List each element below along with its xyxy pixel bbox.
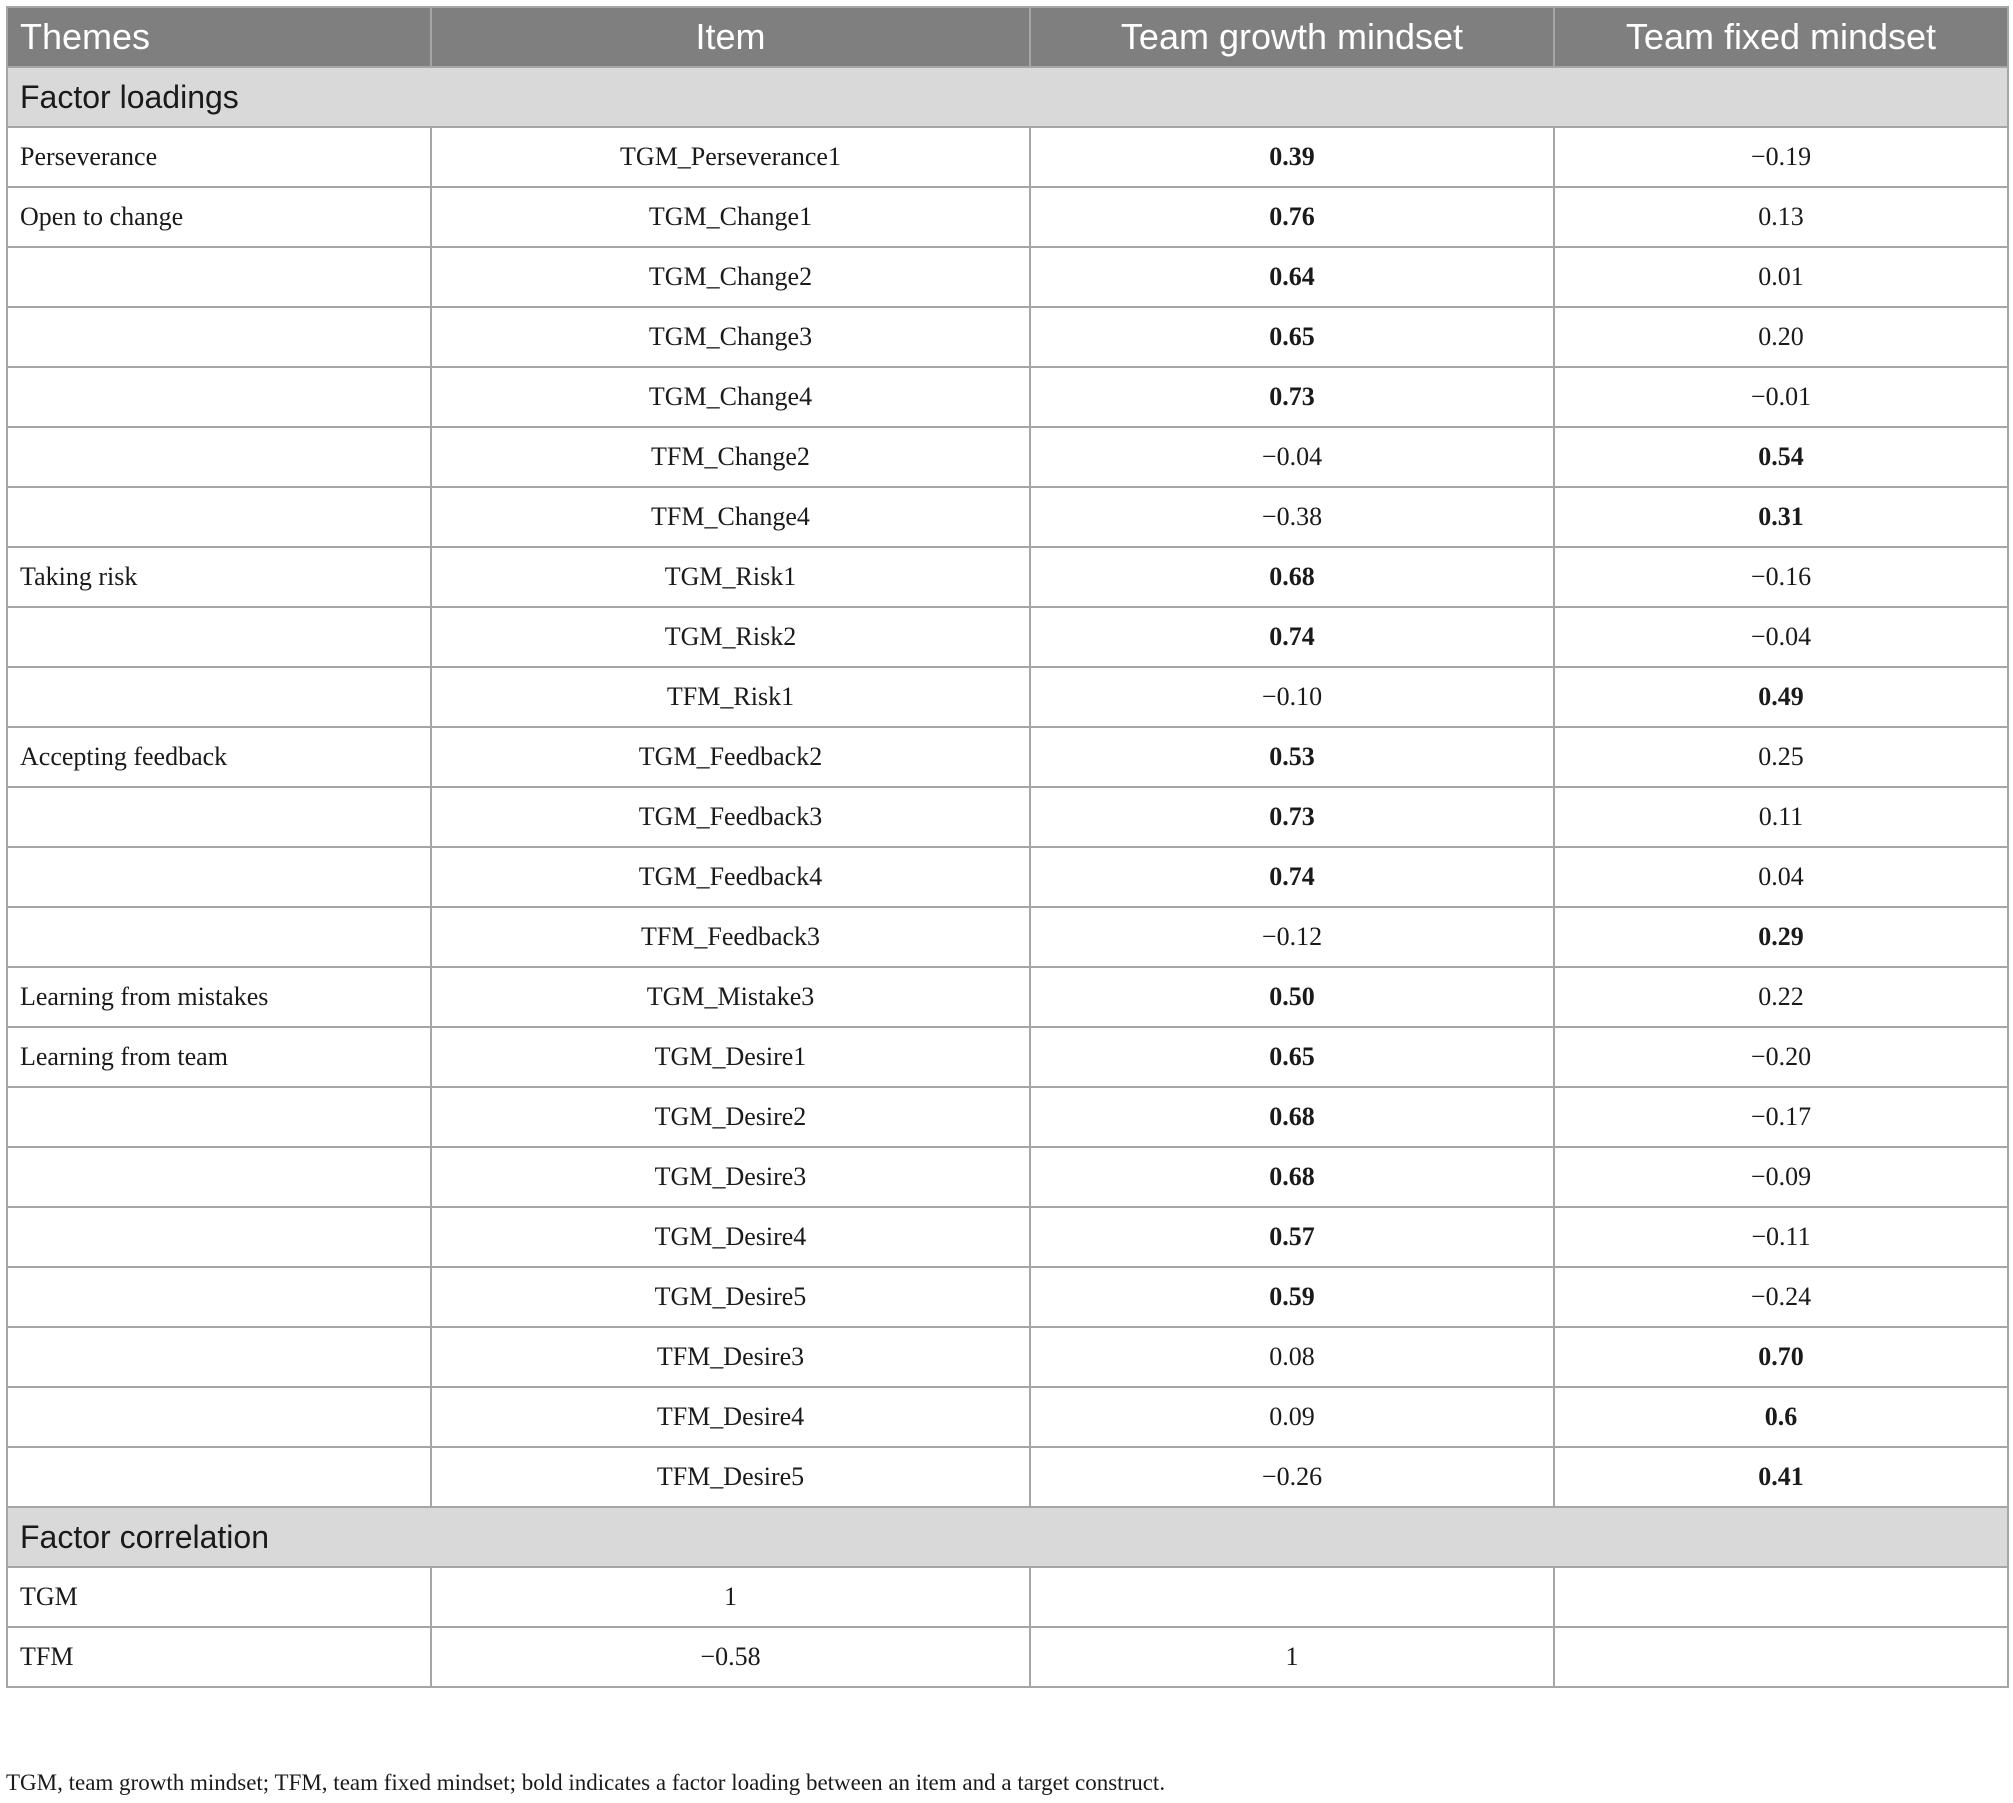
theme-cell: [7, 1147, 431, 1207]
table-row: [7, 1267, 2008, 1327]
fixed-loading-cell: −0.16: [1554, 547, 2008, 607]
theme-cell: [7, 607, 431, 667]
item-cell: TGM_Mistake3: [431, 967, 1030, 1027]
fixed-loading-cell: −0.01: [1554, 367, 2008, 427]
fixed-loading-cell: 0.25: [1554, 727, 2008, 787]
growth-loading-cell: 0.68: [1030, 547, 1554, 607]
fixed-loading-cell: −0.09: [1554, 1147, 2008, 1207]
section-row-factor-correlation: [7, 1507, 2008, 1567]
correlation-label-cell: TGM: [7, 1567, 431, 1627]
theme-cell: [7, 367, 431, 427]
table-row: [7, 487, 2008, 547]
theme-cell: [7, 1087, 431, 1147]
growth-loading-cell: −0.10: [1030, 667, 1554, 727]
growth-loading-cell: 0.08: [1030, 1327, 1554, 1387]
growth-loading-cell: 0.65: [1030, 307, 1554, 367]
table-row: [7, 667, 2008, 727]
correlation-row: [7, 1567, 2008, 1627]
item-cell: TGM_Feedback3: [431, 787, 1030, 847]
table-row: [7, 1027, 2008, 1087]
item-cell: TFM_Desire4: [431, 1387, 1030, 1447]
fixed-loading-cell: −0.24: [1554, 1267, 2008, 1327]
theme-cell: [7, 307, 431, 367]
table-row: [7, 967, 2008, 1027]
table-row: [7, 727, 2008, 787]
correlation-value-cell: [1030, 1567, 1554, 1627]
theme-cell: Learning from mistakes: [7, 967, 431, 1027]
item-cell: TFM_Desire3: [431, 1327, 1030, 1387]
growth-loading-cell: 0.65: [1030, 1027, 1554, 1087]
growth-loading-cell: 0.68: [1030, 1147, 1554, 1207]
item-cell: TGM_Risk1: [431, 547, 1030, 607]
table-row: [7, 1447, 2008, 1507]
theme-cell: [7, 907, 431, 967]
theme-cell: [7, 487, 431, 547]
growth-loading-cell: 0.53: [1030, 727, 1554, 787]
growth-loading-cell: 0.76: [1030, 187, 1554, 247]
growth-loading-cell: 0.59: [1030, 1267, 1554, 1327]
table-row: [7, 787, 2008, 847]
fixed-loading-cell: 0.6: [1554, 1387, 2008, 1447]
fixed-loading-cell: 0.11: [1554, 787, 2008, 847]
growth-loading-cell: 0.09: [1030, 1387, 1554, 1447]
fixed-loading-cell: 0.70: [1554, 1327, 2008, 1387]
growth-loading-cell: 0.57: [1030, 1207, 1554, 1267]
correlation-label-cell: TFM: [7, 1627, 431, 1687]
fixed-loading-cell: 0.22: [1554, 967, 2008, 1027]
item-cell: TGM_Feedback2: [431, 727, 1030, 787]
theme-cell: Taking risk: [7, 547, 431, 607]
fixed-loading-cell: 0.49: [1554, 667, 2008, 727]
theme-cell: [7, 1267, 431, 1327]
fixed-loading-cell: 0.13: [1554, 187, 2008, 247]
fixed-loading-cell: −0.20: [1554, 1027, 2008, 1087]
item-cell: TFM_Desire5: [431, 1447, 1030, 1507]
table-row: [7, 1087, 2008, 1147]
table-row: [7, 907, 2008, 967]
item-cell: TGM_Perseverance1: [431, 127, 1030, 187]
item-cell: TGM_Desire1: [431, 1027, 1030, 1087]
item-cell: TGM_Change2: [431, 247, 1030, 307]
growth-loading-cell: 0.50: [1030, 967, 1554, 1027]
header-row: [7, 7, 2008, 67]
fixed-loading-cell: −0.19: [1554, 127, 2008, 187]
table-row: [7, 1327, 2008, 1387]
growth-loading-cell: 0.64: [1030, 247, 1554, 307]
table-row: [7, 187, 2008, 247]
table-container: [6, 6, 2007, 1688]
header-team-fixed-mindset: Team fixed mindset: [1554, 7, 2008, 67]
growth-loading-cell: −0.12: [1030, 907, 1554, 967]
theme-cell: Accepting feedback: [7, 727, 431, 787]
item-cell: TGM_Desire2: [431, 1087, 1030, 1147]
fixed-loading-cell: −0.11: [1554, 1207, 2008, 1267]
table-row: [7, 1207, 2008, 1267]
item-cell: TGM_Risk2: [431, 607, 1030, 667]
theme-cell: [7, 1327, 431, 1387]
fixed-loading-cell: −0.17: [1554, 1087, 2008, 1147]
growth-loading-cell: 0.74: [1030, 847, 1554, 907]
table-row: [7, 427, 2008, 487]
table-row: [7, 607, 2008, 667]
correlation-value-cell: 1: [431, 1567, 1030, 1627]
table-row: [7, 547, 2008, 607]
item-cell: TFM_Change2: [431, 427, 1030, 487]
item-cell: TGM_Change4: [431, 367, 1030, 427]
table-row: [7, 1387, 2008, 1447]
item-cell: TFM_Feedback3: [431, 907, 1030, 967]
correlation-value-cell: [1554, 1627, 2008, 1687]
fixed-loading-cell: 0.54: [1554, 427, 2008, 487]
section-row-factor-loadings: [7, 67, 2008, 127]
theme-cell: Open to change: [7, 187, 431, 247]
theme-cell: [7, 667, 431, 727]
item-cell: TFM_Risk1: [431, 667, 1030, 727]
fixed-loading-cell: 0.41: [1554, 1447, 2008, 1507]
item-cell: TGM_Desire4: [431, 1207, 1030, 1267]
table-row: [7, 847, 2008, 907]
header-team-growth-mindset: Team growth mindset: [1030, 7, 1554, 67]
growth-loading-cell: −0.04: [1030, 427, 1554, 487]
table-row: [7, 307, 2008, 367]
correlation-value-cell: 1: [1030, 1627, 1554, 1687]
growth-loading-cell: −0.38: [1030, 487, 1554, 547]
theme-cell: Learning from team: [7, 1027, 431, 1087]
correlation-value-cell: [1554, 1567, 2008, 1627]
theme-cell: [7, 1447, 431, 1507]
growth-loading-cell: 0.68: [1030, 1087, 1554, 1147]
item-cell: TGM_Desire3: [431, 1147, 1030, 1207]
correlation-row: [7, 1627, 2008, 1687]
theme-cell: [7, 1207, 431, 1267]
theme-cell: [7, 1387, 431, 1447]
fixed-loading-cell: 0.01: [1554, 247, 2008, 307]
fixed-loading-cell: 0.29: [1554, 907, 2008, 967]
growth-loading-cell: 0.73: [1030, 787, 1554, 847]
growth-loading-cell: 0.39: [1030, 127, 1554, 187]
growth-loading-cell: 0.74: [1030, 607, 1554, 667]
theme-cell: [7, 787, 431, 847]
fixed-loading-cell: 0.04: [1554, 847, 2008, 907]
item-cell: TGM_Feedback4: [431, 847, 1030, 907]
item-cell: TGM_Change1: [431, 187, 1030, 247]
theme-cell: Perseverance: [7, 127, 431, 187]
header-item: Item: [431, 7, 1030, 67]
item-cell: TGM_Change3: [431, 307, 1030, 367]
item-cell: TGM_Desire5: [431, 1267, 1030, 1327]
factor-loading-table: [6, 6, 2009, 1688]
theme-cell: [7, 427, 431, 487]
growth-loading-cell: 0.73: [1030, 367, 1554, 427]
header-themes: Themes: [7, 7, 431, 67]
table-row: [7, 1147, 2008, 1207]
fixed-loading-cell: 0.20: [1554, 307, 2008, 367]
table-row: [7, 127, 2008, 187]
section-title-factor-loadings: Factor loadings: [7, 67, 2008, 127]
table-row: [7, 247, 2008, 307]
fixed-loading-cell: −0.04: [1554, 607, 2008, 667]
table-footnote: TGM, team growth mindset; TFM, team fixed mindset; bold indicates a factor loading between an item and a target construct.: [6, 1770, 1166, 1795]
correlation-value-cell: −0.58: [431, 1627, 1030, 1687]
theme-cell: [7, 247, 431, 307]
fixed-loading-cell: 0.31: [1554, 487, 2008, 547]
theme-cell: [7, 847, 431, 907]
section-title-factor-correlation: Factor correlation: [7, 1507, 2008, 1567]
table-row: [7, 367, 2008, 427]
item-cell: TFM_Change4: [431, 487, 1030, 547]
growth-loading-cell: −0.26: [1030, 1447, 1554, 1507]
